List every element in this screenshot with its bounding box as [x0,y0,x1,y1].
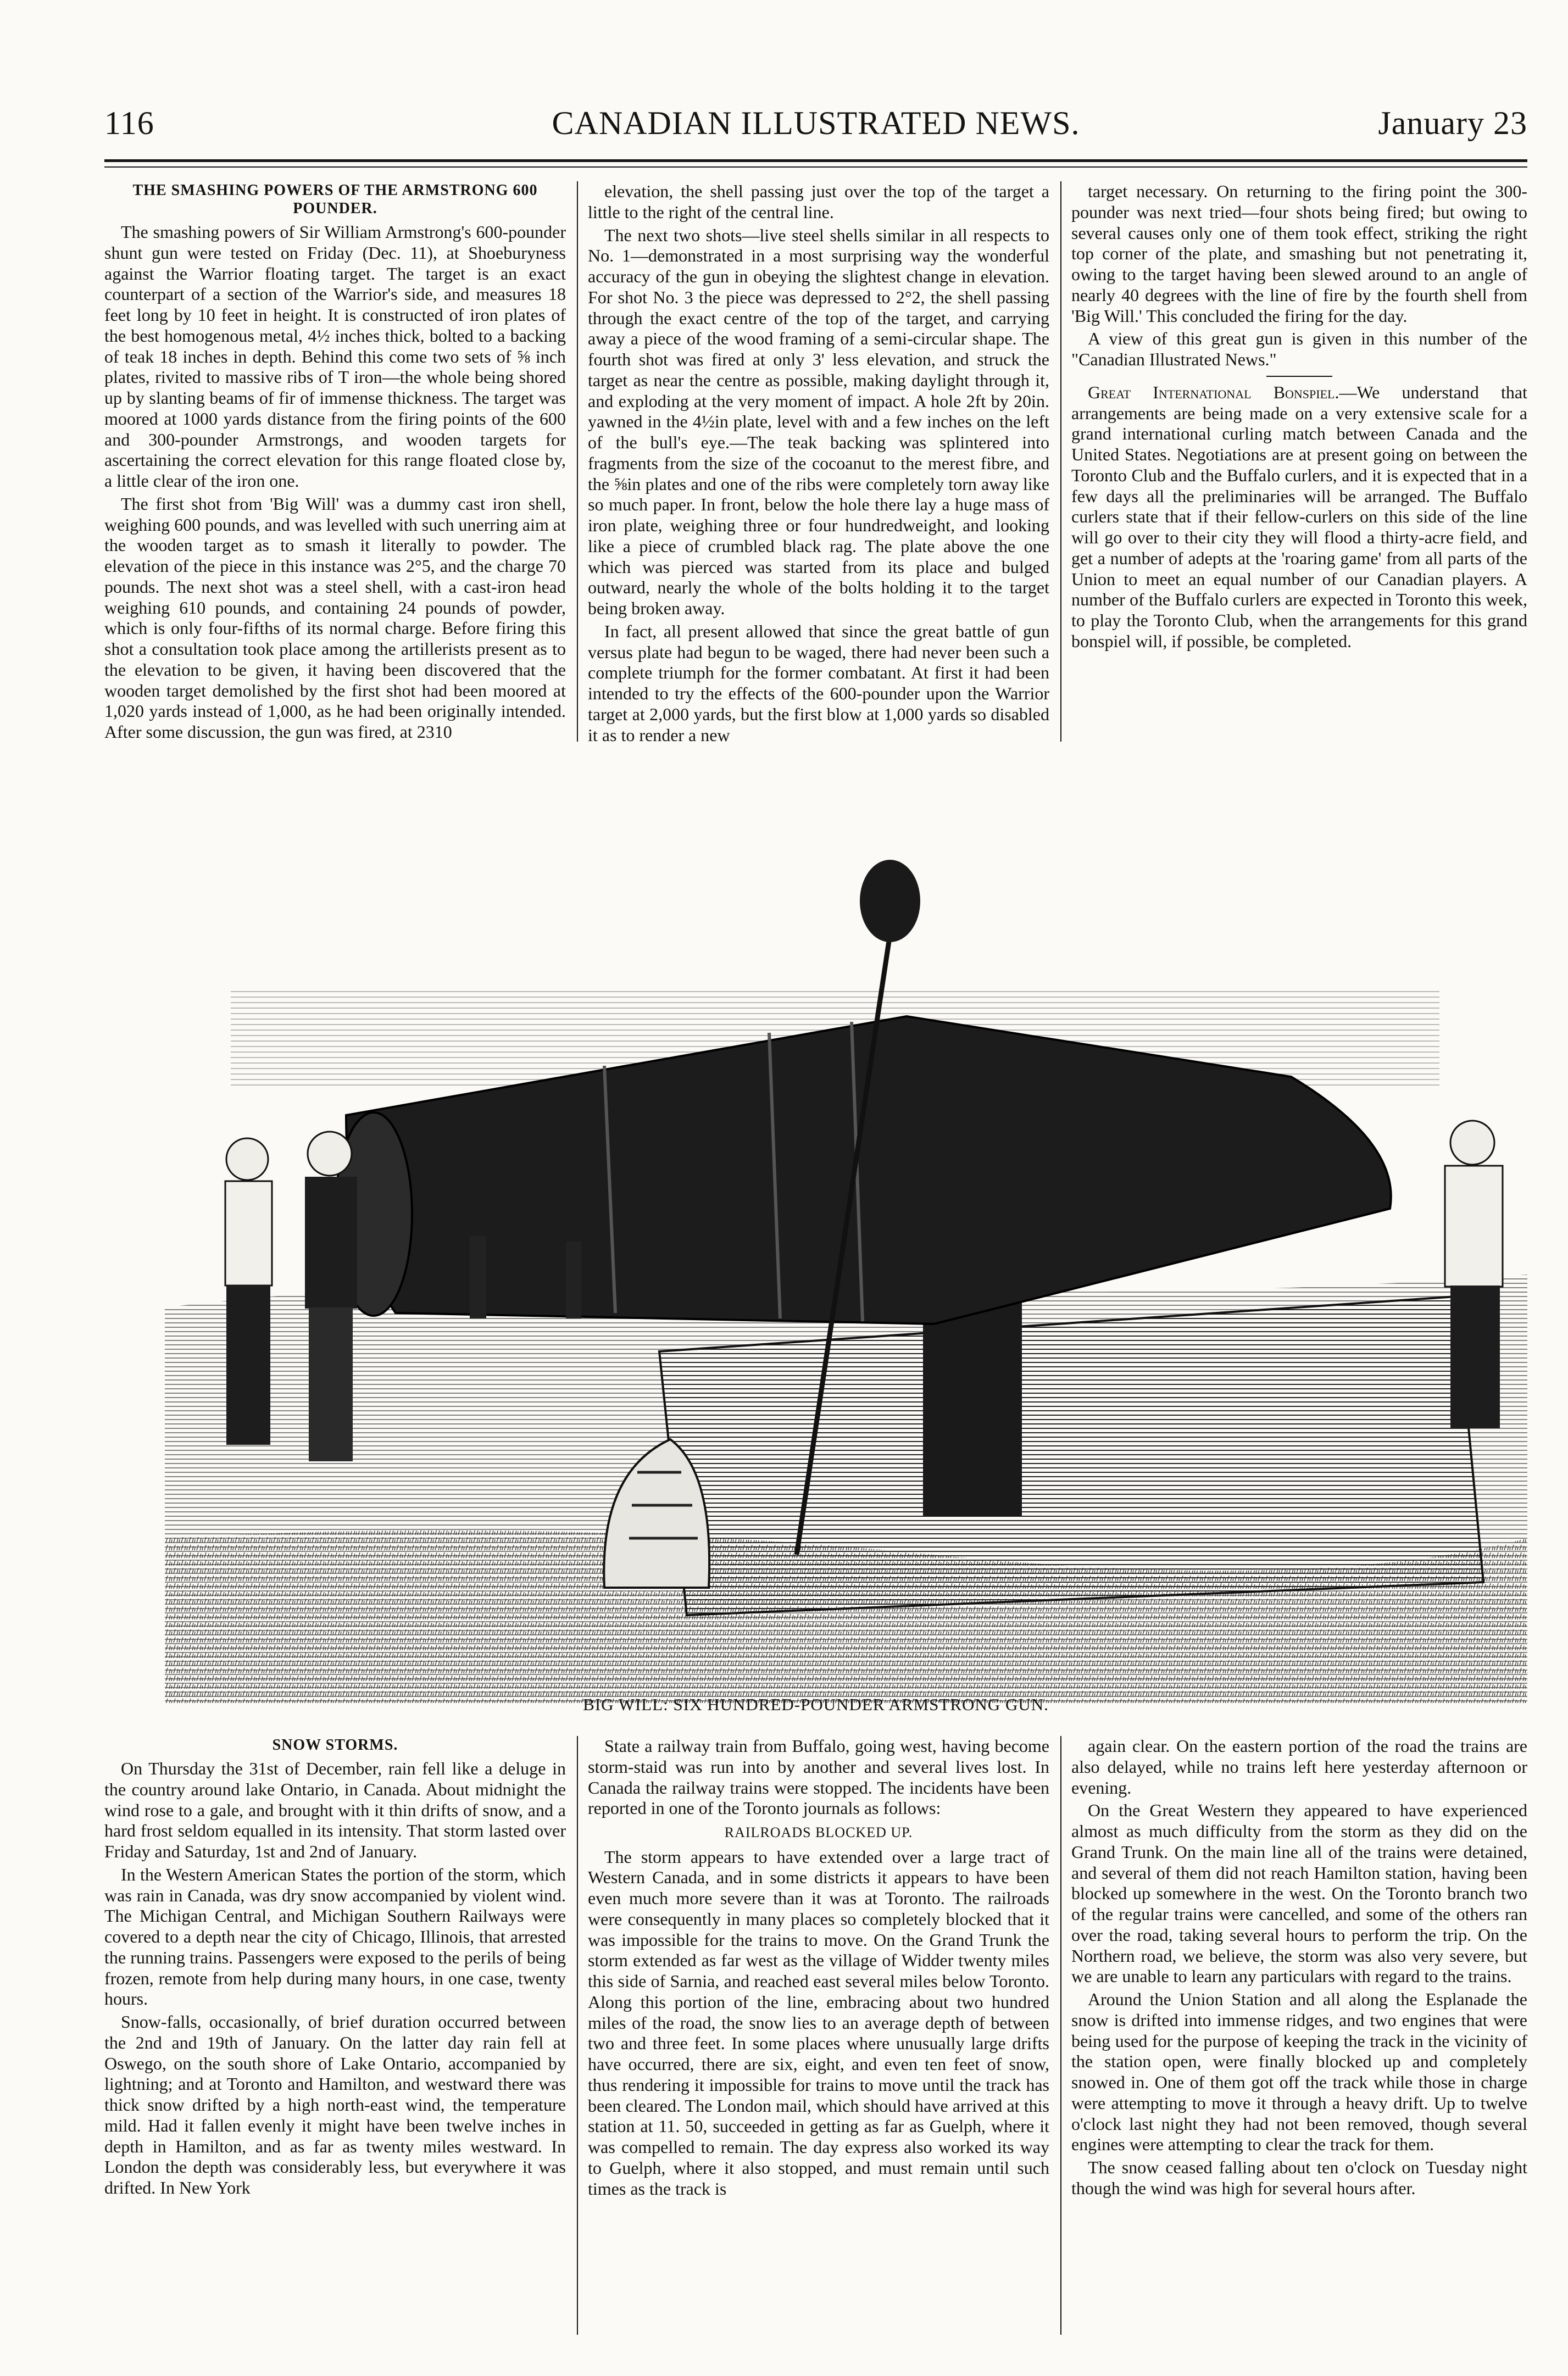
page-number: 116 [104,105,154,141]
paragraph: The smashing powers of Sir William Armstrong's 600-pounder shunt gun were tested on Friday (Dec. 11), at Shoeburyness against the Warrior floating target. The target is an exact counterpart of a section of the Warrior's side, and measures 18 feet long by 10 feet in height. It is constructed of iron plates of the best homogenous metal, 4½ inches thick, bolted to a backing of teak 18 inches in depth. Behind this come two sets of ⅝ inch plates, rivited to massive ribs of T iron—the whole being shored up by slanting beams of fir of immense thickness. The target was moored at 1000 yards distance from the firing points of the 600 and 300-pounder Armstrongs, and wooden targets for ascertaining the correct elevation for this range floated close by, a little clear of the iron one. [104,222,566,491]
big-will-gun-engraving [165,758,1527,1703]
paragraph: The first shot from 'Big Will' was a dummy cast iron shell, weighing 600 pounds, and was levelled with such unerring aim at the wooden target as to smash it literally to powder. The elevation of the piece in this instance was 2°5, and the charge 70 pounds. The next shot was a steel shell, with a cast-iron head weighing 610 pounds, and containing 24 pounds of powder, which is only four-fifths of its normal charge. Before firing this shot a consultation took place among the artillerists present as to the elevation to be given, it having been discovered that the wooden target demolished by the first shot had been moored at 1,020 yards instead of 1,000, as he had been originally intended. After some discussion, the gun was fired, at 2310 [104,493,566,742]
newspaper-title: CANADIAN ILLUSTRATED NEWS. [552,105,1080,141]
armstrong-article-col3 [1071,181,1527,758]
snow-article-col1 [104,1736,566,2351]
armstrong-article-heading: THE SMASHING POWERS OF THE ARMSTRONG 600 POUNDER. [132,182,538,218]
paragraph: The next two shots—live steel shells similar in all respects to No. 1—demonstrated in a most surprising way the wonderful accuracy of the gun in obeying the slightest change in elevation. For shot No. 3 the piece was depressed to 2°2, the shell passing through the exact centre of the top of the target, and carrying away a piece of the wood framing of a semi-circular shape. The fourth shot was fired at only 3' less elevation, and struck the target as near the centre as possible, making daylight through it, and exploding at the very moment of impact. A hole 2ft by 20in. yawned in the 4½in plate, level with and a few inches on the left of the bull's eye.—The teak backing was splintered into fragments from the size of the cocoanut to the merest fibre, and the ⅝in plates and one of the ribs were completely torn away like so much paper. In front, below the hole there lay a huge mass of iron plate, weighing three or four hundredweight, and looking like a piece of crumbled black rag. The plate above the one which was pierced was started from its place and bulged outward, nearly the whole of the bolts holding it to the target being broken away. [588,225,1049,618]
paragraph: elevation, the shell passing just over the top of the target a little to the right of the central line. [588,181,1049,222]
paragraph: The storm appears to have extended over a large tract of Western Canada, and in some districts it appears to have been even much more severe than it was at Toronto. The railroads were consequently in many places so completely blocked that it was impossible for the trains to move. On the Grand Trunk the storm extended as far west as the village of Widder twenty miles this side of Sarnia, and reached east several miles below Toronto. Along this portion of the line, embracing about two hundred miles of the road, the snow lies to an average depth of between two and three feet. In some places where unusually large drifts have occurred, there are six, eight, and even ten feet of snow, thus rendering it impossible for trains to move until the track has been cleared. The London mail, which should have arrived at this station at 11. 50, succeeded in getting as far as Guelph, where it was compelled to remain. The day express also worked its way to Guelph, where it also stopped, and must remain until such times as the track is [588,1846,1049,2199]
illustration-caption: BIG WILL: SIX HUNDRED-POUNDER ARMSTRONG GUN. [583,1695,1049,1714]
armstrong-article-col2 [588,181,1049,758]
bonspiel-paragraph [1071,382,1527,652]
masthead [104,104,1527,154]
masthead-rule [104,159,1527,162]
gun-carriage [659,1296,1483,1615]
snow-article-col2 [588,1736,1049,2351]
section-separator [1266,376,1332,377]
column-divider [577,1736,578,2335]
masthead-rule-thin [104,166,1527,168]
column-divider [1060,1736,1061,2335]
gunner-figure-right [1445,1121,1503,1428]
column-divider [577,181,578,742]
snow-article-heading: SNOW STORMS. [272,1737,398,1754]
sponge-head [860,860,920,942]
paragraph: target necessary. On returning to the firing point the 300-pounder was next tried—four shots being fired; but owing to several causes only one of them took effect, striking the right top corner of the plate, and smashing but not penetrating it, owing to the target having been slewed around to an angle of nearly 40 degrees with the line of fire by the fourth shell from 'Big Will.' This concluded the firing for the day. [1071,181,1527,326]
snow-article-col3 [1071,1736,1527,2351]
column-divider [1060,181,1061,742]
paragraph: In the Western American States the portion of the storm, which was rain in Canada, was dry snow accompanied by violent wind. The Michigan Central, and Michigan Southern Railways were covered to a depth near the city of Chicago, Illinois, that arrested the running trains. Passengers were exposed to the perils of being frozen, remote from help during many hours, in one case, twenty hours. [104,1864,566,2009]
bonspiel-lead: Great International Bonspiel. [1088,382,1339,402]
paragraph: A view of this great gun is given in this number of the "Canadian Illustrated News." [1071,329,1527,369]
paragraph: again clear. On the eastern portion of the road the trains are also delayed, while no trains left here yesterday afternoon or evening. [1071,1736,1527,1798]
paragraph: In fact, all present allowed that since the great battle of gun versus plate had begun to be waged, there had never been such a complete triumph for the former combatant. At first it had been intended to try the effects of the 600-pounder upon the Warrior target at 2,000 yards, but the first blow at 1,000 yards so disabled it as to render a new [588,621,1049,745]
paragraph: On the Great Western they appeared to have experienced almost as much difficulty from the storm as they did on the Grand Trunk. On the main line all of the trains were detained, and several of them did not reach Hamilton station, having been blocked up somewhere in the west. On the Toronto branch two of the regular trains were cancelled, and some of the others ran over the road, taking several hours to perform the trip. On the Northern road, we believe, the storm was also very severe, but we are unable to learn any particulars with regard to the trains. [1071,1800,1527,1987]
railroads-subheading: RAILROADS BLOCKED UP. [724,1824,913,1840]
paragraph: Snow-falls, occasionally, of brief duration occurred between the 2nd and 19th of January. On the latter day rain fell at Oswego, on the south shore of Lake Ontario, accompanied by lightning; and at Toronto and Hamilton, and westward there was thick snow drifted by a high north-east wind, the temperature mild. Had it fallen evenly it might have been twelve inches in depth in Hamilton, and as far as twenty miles westward. In London the depth was considerably less, but everywhere it was drifted. In New York [104,2012,566,2198]
paragraph: State a railway train from Buffalo, going west, having become storm-staid was run into by another and several lives lost. In Canada the railway trains were stopped. The incidents have been reported in one of the Toronto journals as follows: [588,1736,1049,1818]
paragraph: The snow ceased falling about ten o'clock on Tuesday night though the wind was high for several hours after. [1071,2157,1527,2198]
issue-date: January 23 [1378,105,1527,141]
bonspiel-text: —We understand that arrangements are being made on a very extensive scale for a grand international curling match between Canada and the United States. Negotiations are at present going on between the Toronto Club and the Buffalo curlers, and it is expected that in a few days all the preliminaries will be arranged. The Buffalo curlers state that if their fellow-curlers on this side of the line will go over to their city they will flood a thirty-acre field, and get a number of adepts at the 'roaring game' from all parts of the Union to meet an equal number of our Canadian players. A number of the Buffalo curlers are expected in Toronto this week, to play the Toronto Club, when the arrangements for this grand bonspiel will, if possible, be completed. [1071,382,1527,651]
paragraph: Around the Union Station and all along the Esplanade the snow is drifted into immense ridges, and two engines that were being used for the purpose of keeping the track in the vicinity of the station open, were finally blocked up and completely snowed in. One of them got off the track while those in charge were attempting to move it through a heavy drift. Up to twelve o'clock last night they had not been removed, though several engines were attempting to clear the track for them. [1071,1989,1527,2155]
armstrong-article-col1 [104,181,566,758]
paragraph: On Thursday the 31st of December, rain fell like a deluge in the country around lake Ontario, in Canada. About midnight the wind rose to a gale, and brought with it thin drifts of snow, and a hard frost seldom equalled in its intensity. That storm lasted over Friday and Saturday, 1st and 2nd of January. [104,1759,566,1862]
